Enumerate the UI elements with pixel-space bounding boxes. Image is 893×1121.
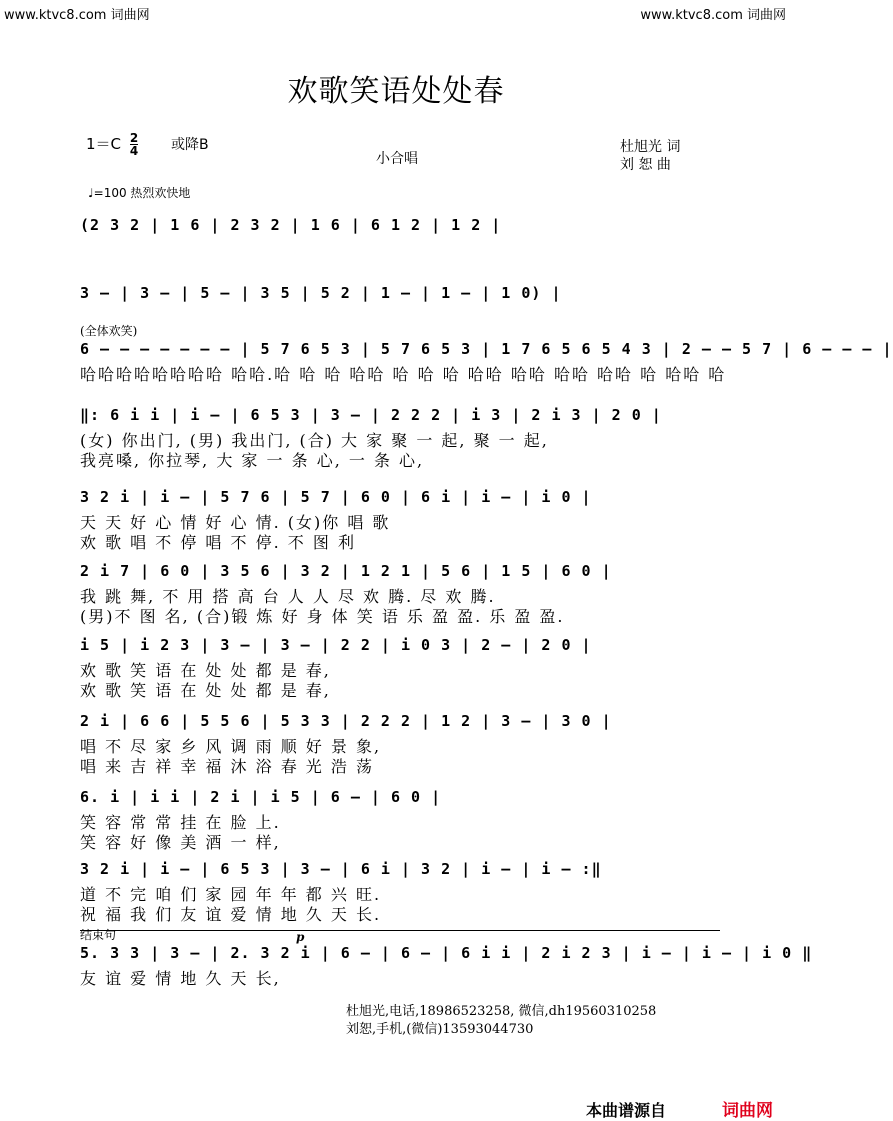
section-annotation: 结束句 (80, 928, 117, 942)
notation-row: 3 2 i | i – | 6 5 3 | 3 – | 6 i | 3 2 | i – | i – :‖ (80, 860, 602, 878)
lyric-line-1: 友 谊 爱 情 地 久 天 长, (80, 969, 281, 988)
notation-row: (2 3 2 | 1 6 | 2 3 2 | 1 6 | 6 1 2 | 1 2 | (80, 216, 502, 234)
lyric-line-2: 笑 容 好 像 美 酒 一 样, (80, 833, 281, 852)
notation-row: 3 2 i | i – | 5 7 6 | 5 7 | 6 0 | 6 i | i – | i 0 | (80, 488, 592, 506)
lyric-line-1: 道 不 完 咱 们 家 园 年 年 都 兴 旺. (80, 885, 382, 904)
lyric-line-2: 祝 福 我 们 友 谊 爱 情 地 久 天 长. (80, 905, 382, 924)
coda-bracket-line (80, 930, 720, 931)
lyric-line-2: 我亮嗓, 你拉琴, 大 家 一 条 心, 一 条 心, (80, 451, 425, 470)
source-label: 本曲谱源自 (586, 1101, 667, 1120)
lyric-line-1: 笑 容 常 常 挂 在 脸 上. (80, 813, 281, 832)
dynamic-marking: p (296, 930, 305, 944)
key-signature (86, 132, 209, 157)
site-watermark-left[interactable]: www.ktvc8.com 词曲网 (4, 8, 150, 23)
time-bottom: 4 (129, 144, 139, 158)
lyric-line-1: 欢 歌 笑 语 在 处 处 都 是 春, (80, 661, 331, 680)
lyric-line-2: 欢 歌 笑 语 在 处 处 都 是 春, (80, 681, 331, 700)
lyric-line-2: 唱 来 吉 祥 幸 福 沐 浴 春 光 浩 荡 (80, 757, 374, 776)
lyric-line-1: 天 天 好 心 情 好 心 情. (女)你 唱 歌 (80, 513, 391, 532)
site-watermark-right[interactable]: www.ktvc8.com 词曲网 (640, 8, 786, 23)
time-signature (130, 132, 138, 157)
contact-line-2: 刘恕,手机,(微信)13593044730 (346, 1022, 534, 1037)
lyric-line-2: 欢 歌 唱 不 停 唱 不 停. 不 图 利 (80, 533, 356, 552)
notation-row: 5. 3 3 | 3 – | 2. 3 2 i | 6 – | 6 – | 6 i i | 2 i 2 3 | i – | i – | i 0 ‖ (80, 944, 813, 962)
notation-row: 6 – – – – – – – | 5 7 6 5 3 | 5 7 6 5 3 | 1 7 6 5 6 5 4 3 | 2 – – 5 7 | 6 – – – | (80, 340, 893, 358)
time-top: 2 (129, 131, 139, 145)
alt-key: 或降B (170, 137, 209, 153)
notation-row: 3 – | 3 – | 5 – | 3 5 | 5 2 | 1 – | 1 – | 1 0) | (80, 284, 562, 302)
lyric-line-1: 我 跳 舞, 不 用 搭 高 台 人 人 尽 欢 腾. 尽 欢 腾. (80, 587, 496, 606)
section-annotation: (全体欢笑) (80, 324, 138, 338)
lyric-line-1: (女) 你出门, (男) 我出门, (合) 大 家 聚 一 起, 聚 一 起, (80, 431, 549, 450)
notation-row: ‖: 6 i i | i – | 6 5 3 | 3 – | 2 2 2 | i 3 | 2 i 3 | 2 0 | (80, 406, 662, 424)
tempo-marking: ♩=100 热烈欢快地 (88, 186, 191, 200)
performance-form: 小合唱 (376, 151, 418, 167)
composer-credit: 刘 恕 曲 (620, 157, 671, 173)
key-text: 1＝C (86, 135, 122, 153)
lyricist-credit: 杜旭光 词 (620, 139, 681, 155)
brand-logo-text[interactable]: 词曲网 (722, 1101, 773, 1121)
lyric-line-1: 哈哈哈哈哈哈哈哈 哈哈.哈 哈 哈 哈哈 哈 哈 哈 哈哈 哈哈 哈哈 哈哈 哈 哈哈 哈 (80, 365, 727, 384)
notation-row: 2 i | 6 6 | 5 5 6 | 5 3 3 | 2 2 2 | 1 2 | 3 – | 3 0 | (80, 712, 612, 730)
contact-line-1: 杜旭光,电话,18986523258, 微信,dh19560310258 (346, 1004, 657, 1019)
lyric-line-2: (男)不 图 名, (合)锻 炼 好 身 体 笑 语 乐 盈 盈. 乐 盈 盈. (80, 607, 565, 626)
song-title: 欢歌笑语处处春 (287, 74, 505, 109)
lyric-line-1: 唱 不 尽 家 乡 风 调 雨 顺 好 景 象, (80, 737, 382, 756)
notation-row: i 5 | i 2 3 | 3 – | 3 – | 2 2 | i 0 3 | 2 – | 2 0 | (80, 636, 592, 654)
notation-row: 2 i 7 | 6 0 | 3 5 6 | 3 2 | 1 2 1 | 5 6 | 1 5 | 6 0 | (80, 562, 612, 580)
notation-row: 6. i | i i | 2 i | i 5 | 6 – | 6 0 | (80, 788, 442, 806)
